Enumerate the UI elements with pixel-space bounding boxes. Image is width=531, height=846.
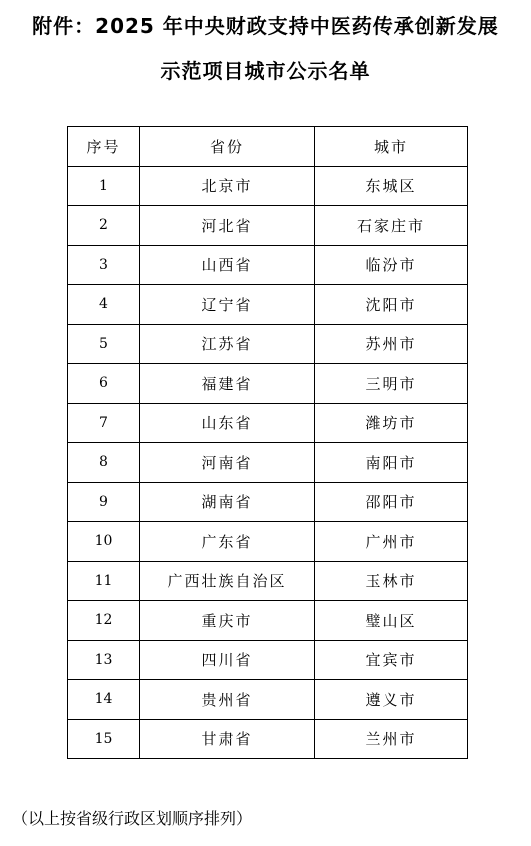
table-row bbox=[68, 640, 468, 680]
cell-city: 遵义市 bbox=[315, 680, 468, 720]
table-header-row bbox=[68, 127, 468, 167]
cell-serial-number: 13 bbox=[68, 640, 140, 680]
header-serial-number: 序号 bbox=[68, 127, 140, 167]
cell-province: 江苏省 bbox=[140, 324, 315, 364]
cell-serial-number: 10 bbox=[68, 522, 140, 562]
cell-serial-number: 12 bbox=[68, 601, 140, 641]
table-row bbox=[68, 601, 468, 641]
cell-serial-number: 7 bbox=[68, 403, 140, 443]
table-row bbox=[68, 680, 468, 720]
cell-province: 甘肃省 bbox=[140, 719, 315, 759]
cell-city: 广州市 bbox=[315, 522, 468, 562]
cell-city: 临汾市 bbox=[315, 245, 468, 285]
cell-province: 广东省 bbox=[140, 522, 315, 562]
table-row bbox=[68, 206, 468, 246]
document-title-line-2: 示范项目城市公示名单 bbox=[160, 59, 371, 83]
cell-city: 三明市 bbox=[315, 364, 468, 404]
cell-province: 河北省 bbox=[140, 206, 315, 246]
header-province: 省份 bbox=[140, 127, 315, 167]
table-row bbox=[68, 324, 468, 364]
cell-serial-number: 9 bbox=[68, 482, 140, 522]
table-row bbox=[68, 166, 468, 206]
cell-province: 辽宁省 bbox=[140, 285, 315, 325]
cell-province: 四川省 bbox=[140, 640, 315, 680]
city-list-table bbox=[67, 126, 468, 759]
table-row bbox=[68, 482, 468, 522]
cell-city: 兰州市 bbox=[315, 719, 468, 759]
cell-province: 湖南省 bbox=[140, 482, 315, 522]
cell-city: 沈阳市 bbox=[315, 285, 468, 325]
cell-province: 山东省 bbox=[140, 403, 315, 443]
cell-city: 东城区 bbox=[315, 166, 468, 206]
cell-serial-number: 8 bbox=[68, 443, 140, 483]
cell-city: 邵阳市 bbox=[315, 482, 468, 522]
cell-city: 潍坊市 bbox=[315, 403, 468, 443]
cell-province: 山西省 bbox=[140, 245, 315, 285]
table-row bbox=[68, 561, 468, 601]
cell-province: 福建省 bbox=[140, 364, 315, 404]
cell-serial-number: 14 bbox=[68, 680, 140, 720]
cell-province: 贵州省 bbox=[140, 680, 315, 720]
table-row bbox=[68, 403, 468, 443]
cell-serial-number: 11 bbox=[68, 561, 140, 601]
table-row bbox=[68, 285, 468, 325]
cell-province: 北京市 bbox=[140, 166, 315, 206]
cell-serial-number: 4 bbox=[68, 285, 140, 325]
cell-city: 南阳市 bbox=[315, 443, 468, 483]
ordering-note: （以上按省级行政区划顺序排列） bbox=[12, 809, 253, 828]
cell-serial-number: 15 bbox=[68, 719, 140, 759]
cell-city: 石家庄市 bbox=[315, 206, 468, 246]
table-row bbox=[68, 443, 468, 483]
table-row bbox=[68, 364, 468, 404]
table-row bbox=[68, 245, 468, 285]
cell-serial-number: 2 bbox=[68, 206, 140, 246]
document-title-line-1: 附件：2025 年中央财政支持中医药传承创新发展 bbox=[32, 14, 499, 38]
table-body bbox=[68, 166, 468, 759]
cell-serial-number: 3 bbox=[68, 245, 140, 285]
table-row bbox=[68, 719, 468, 759]
cell-province: 重庆市 bbox=[140, 601, 315, 641]
cell-province: 河南省 bbox=[140, 443, 315, 483]
header-city: 城市 bbox=[315, 127, 468, 167]
cell-city: 苏州市 bbox=[315, 324, 468, 364]
table-header bbox=[68, 127, 468, 167]
cell-city: 璧山区 bbox=[315, 601, 468, 641]
table-row bbox=[68, 522, 468, 562]
cell-province: 广西壮族自治区 bbox=[140, 561, 315, 601]
cell-serial-number: 6 bbox=[68, 364, 140, 404]
cell-serial-number: 1 bbox=[68, 166, 140, 206]
cell-city: 宜宾市 bbox=[315, 640, 468, 680]
cell-serial-number: 5 bbox=[68, 324, 140, 364]
cell-city: 玉林市 bbox=[315, 561, 468, 601]
